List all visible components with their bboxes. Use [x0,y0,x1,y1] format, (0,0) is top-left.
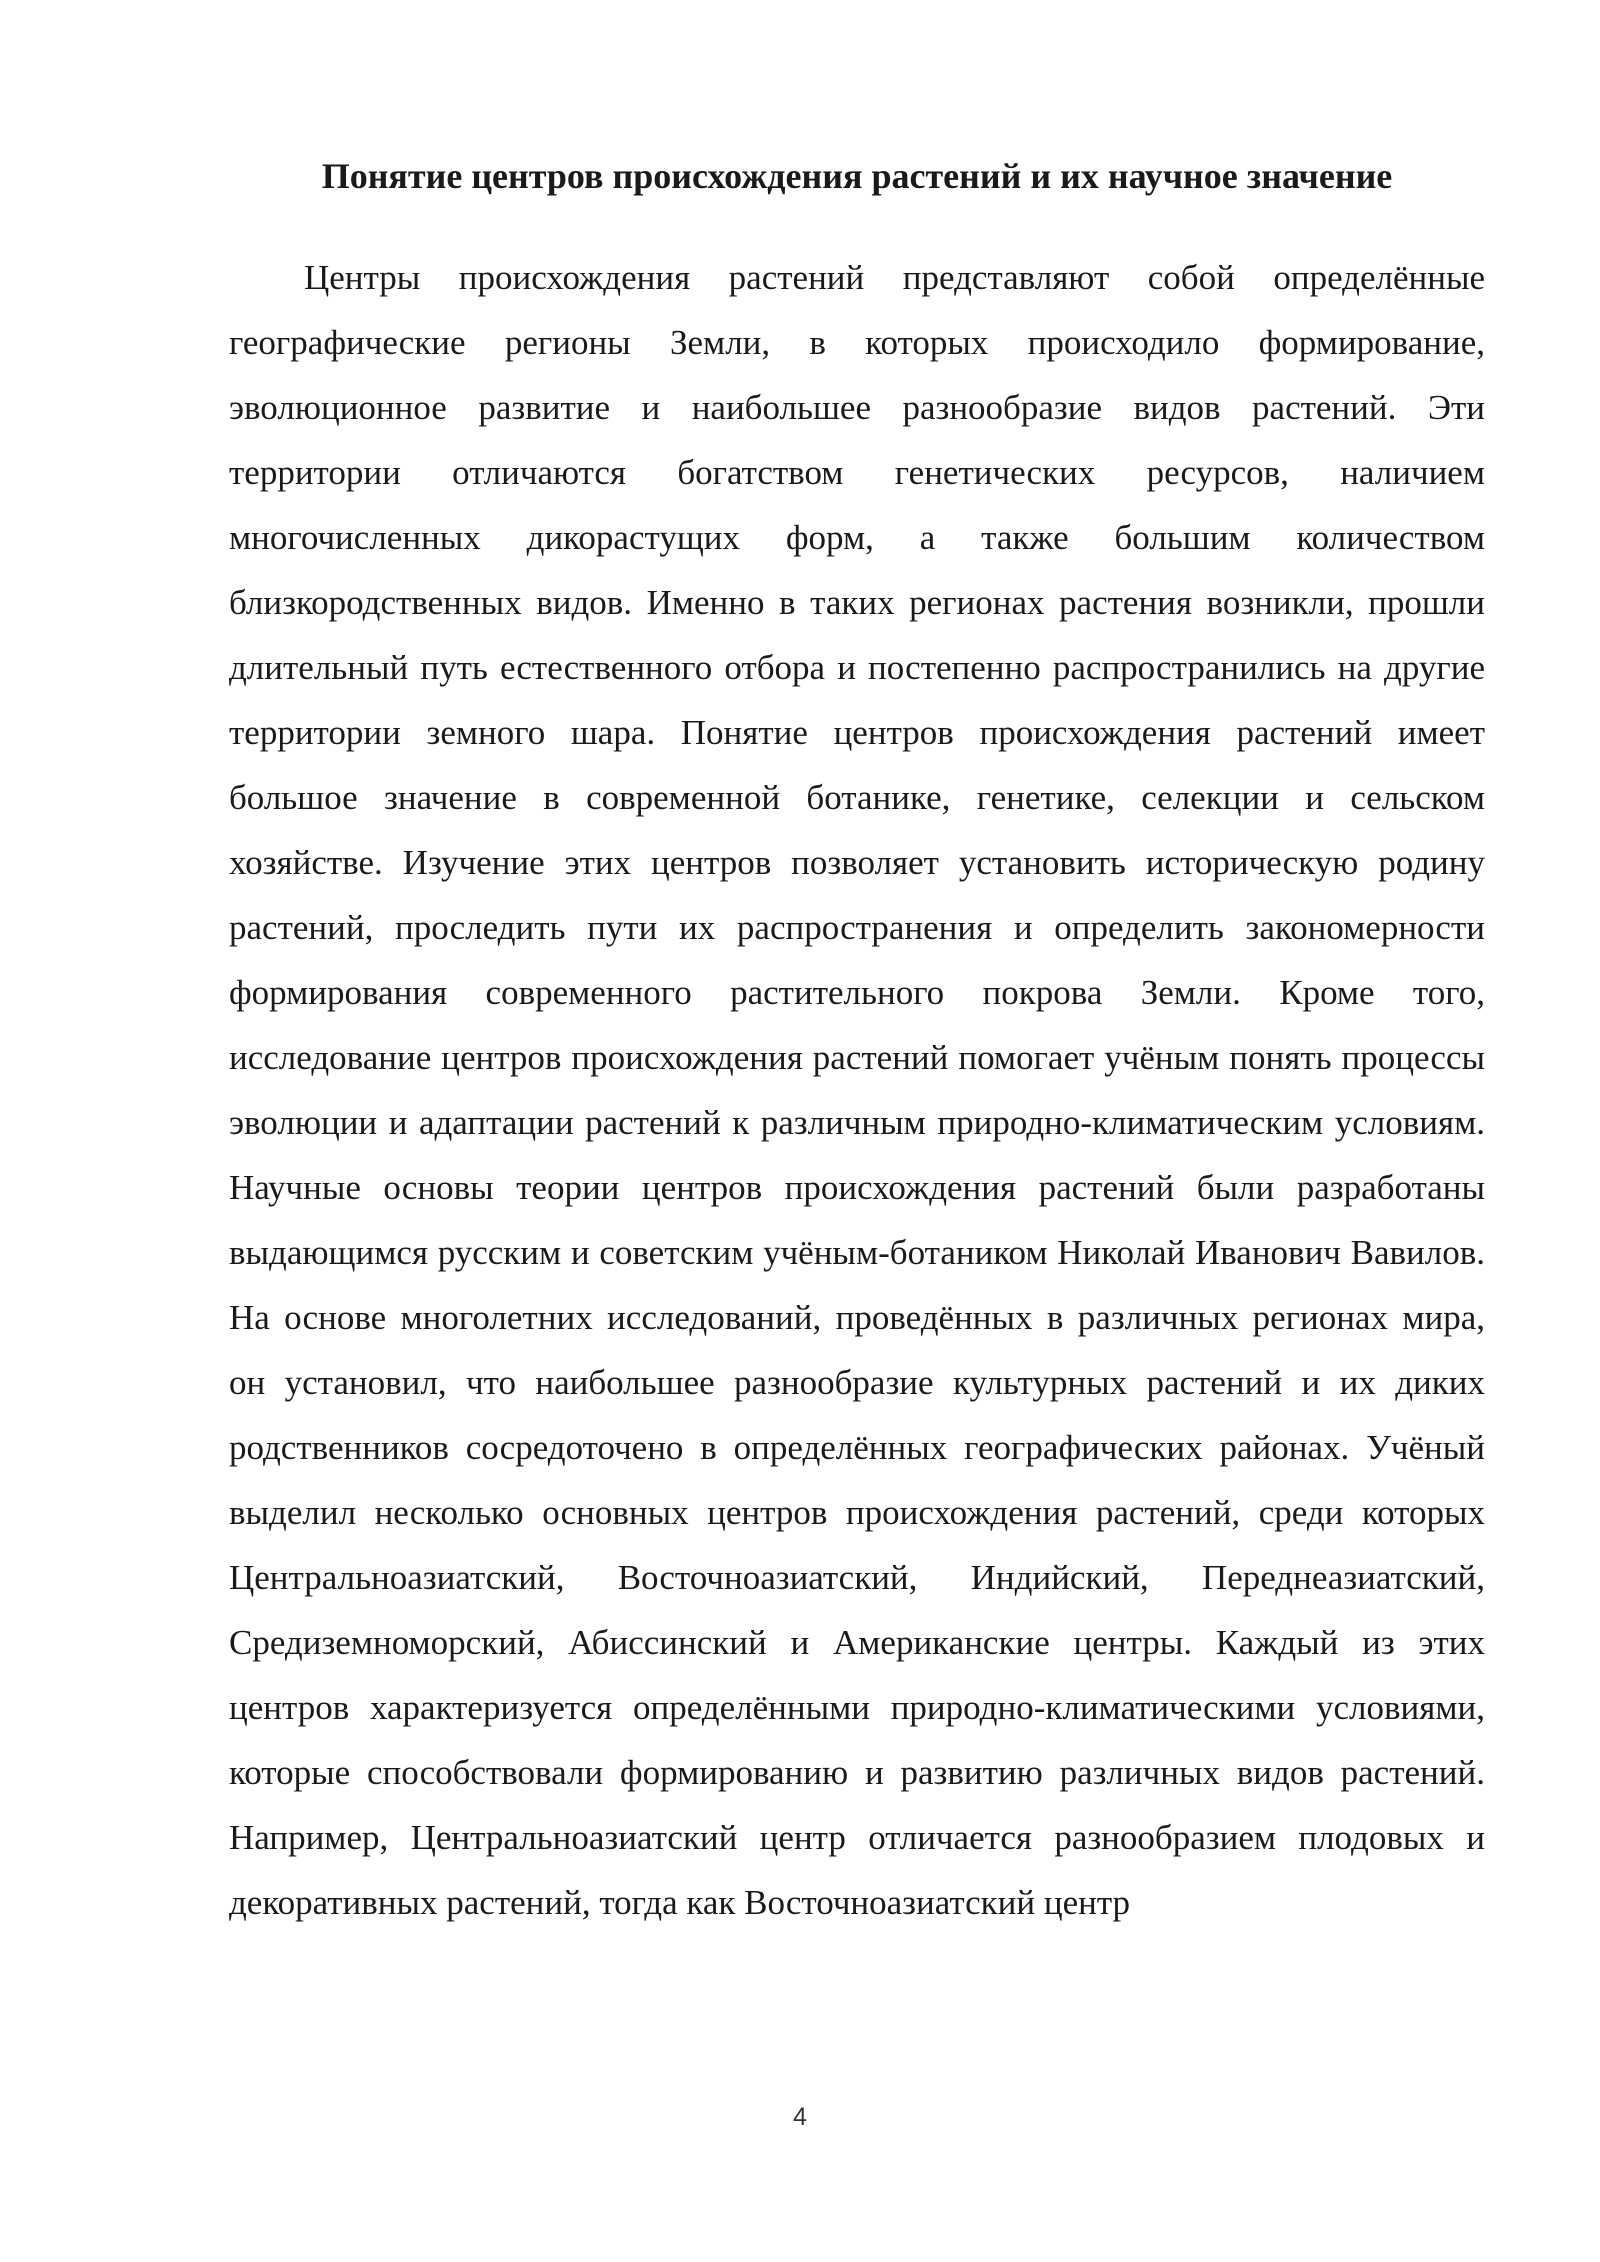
body-paragraph: Центры происхождения растений представляют собой определённые географические регионы Земли, в которых происходило формирование, эволюционное развитие и наибольшее разнообразие видов растений. Эти территории отличаются богатством генетических ресурсов, наличием многочисленных дикорастущих форм, а также большим количеством близкородственных видов. Именно в таких регионах растения возникли, прошли длительный путь естественного отбора и постепенно распространились на другие территории земного шара. Понятие центров происхождения растений имеет большое значение в современной ботанике, генетике, селекции и сельском хозяйстве. Изучение этих центров позволяет установить историческую родину растений, проследить пути их распространения и определить закономерности формирования современного растительного покрова Земли. Кроме того, исследование центров происхождения растений помогает учёным понять процессы эволюции и адаптации растений к различным природно-климатическим условиям. Научные основы теории центров происхождения растений были разработаны выдающимся русским и советским учёным-ботаником Николай Иванович Вавилов. На основе многолетних исследований, проведённых в различных регионах мира, он установил, что наибольшее разнообразие культурных растений и их диких родственников сосредоточено в определённых географических районах. Учёный выделил несколько основных центров происхождения растений, среди которых Центральноазиатский, Восточноазиатский, Индийский, Переднеазиатский, Средиземноморский, Абиссинский и Американские центры. Каждый из этих центров характеризуется определёнными природно-климатическими условиями, которые способствовали формированию и развитию различных видов растений. Например, Центральноазиатский центр отличается разнообразием плодовых и декоративных растений, тогда как Восточноазиатский центр [229,258,1485,1922]
document-heading: Понятие центров происхождения растений и их научное значение [321,156,1393,196]
page-number: 4 [793,2103,807,2131]
